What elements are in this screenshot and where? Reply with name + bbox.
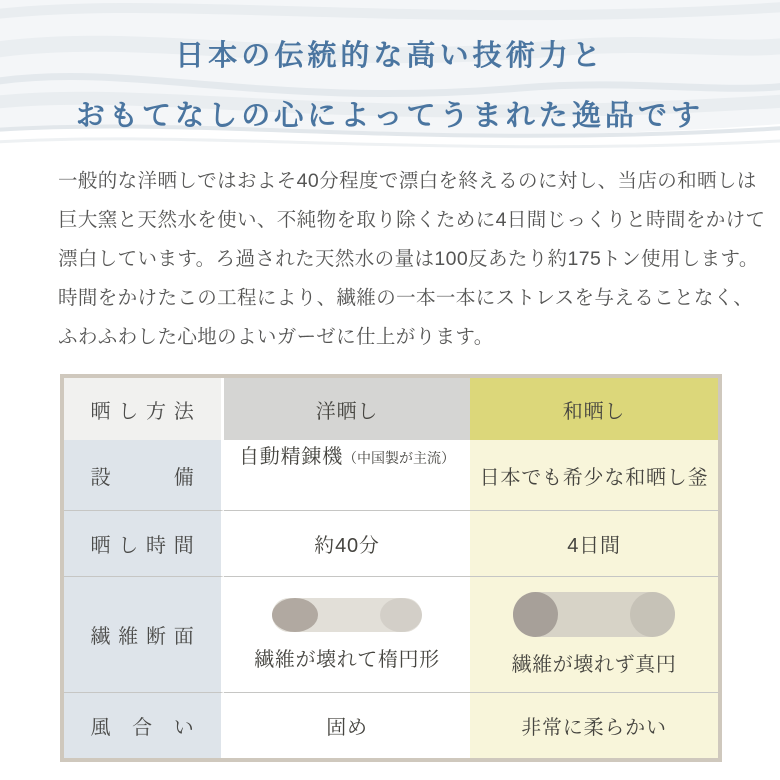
cell-equipment-yozarashi xyxy=(224,440,470,510)
round-fiber-cylinder-icon xyxy=(513,592,675,637)
row-label-texture-text: 風合い xyxy=(90,717,195,739)
cell-texture-yozarashi: 固め xyxy=(224,692,470,758)
comparison-table xyxy=(60,374,722,762)
row-label-fiber-text: 繊維断面 xyxy=(90,626,195,648)
row-label-time xyxy=(64,510,224,576)
intro-line: 時間をかけたこの工程により、繊維の一本一本にストレスを与えることなく、 xyxy=(58,287,754,309)
cell-fiber-yozarashi xyxy=(224,576,470,692)
intro-line: ふわふわした心地のよいガーゼに仕上がります。 xyxy=(58,326,494,348)
fiber-wazarashi-caption: 繊維が壊れず真円 xyxy=(511,654,677,676)
page-title-line2: おもてなしの心によってうまれた逸品です xyxy=(75,100,705,132)
cell-texture-wazarashi: 非常に柔らかい xyxy=(470,692,718,758)
row-label-equipment-text: 設備 xyxy=(90,466,195,489)
intro-line: 巨大窯と天然水を使い、不純物を取り除くために4日間じっくりと時間をかけて xyxy=(58,209,766,231)
table-header-method xyxy=(64,378,224,440)
page-title-line1: 日本の伝統的な高い技術力と xyxy=(175,40,605,72)
cell-equipment-wazarashi: 日本でも希少な和晒し釜 xyxy=(470,440,718,510)
intro-line: 漂白しています。ろ過された天然水の量は100反あたり約175トン使用します。 xyxy=(58,248,759,270)
intro-paragraph xyxy=(58,162,766,357)
fiber-yozarashi-caption: 繊維が壊れて楕円形 xyxy=(254,648,440,671)
row-label-texture xyxy=(64,692,224,758)
row-label-fiber xyxy=(64,576,224,692)
intro-line: 一般的な洋晒しではおよそ40分程度で漂白を終えるのに対し、当店の和晒しは xyxy=(58,170,757,192)
hero-section xyxy=(0,0,780,152)
cell-time-wazarashi: 4日間 xyxy=(470,510,718,576)
row-label-time-text: 晒し時間 xyxy=(90,535,195,557)
comparison-table-section xyxy=(60,374,722,762)
table-header-method-label: 晒し方法 xyxy=(90,400,195,423)
table-header-yozarashi: 洋晒し xyxy=(224,378,470,440)
cell-fiber-wazarashi xyxy=(470,576,718,692)
row-label-equipment xyxy=(64,440,224,510)
table-header-wazarashi: 和晒し xyxy=(470,378,718,440)
cell-time-yozarashi: 約40分 xyxy=(224,510,470,576)
equipment-yozarashi-text: 自動精錬機 xyxy=(239,446,343,468)
equipment-yozarashi-note: （中国製が主流） xyxy=(343,450,455,466)
flattened-fiber-cylinder-icon xyxy=(272,598,422,632)
